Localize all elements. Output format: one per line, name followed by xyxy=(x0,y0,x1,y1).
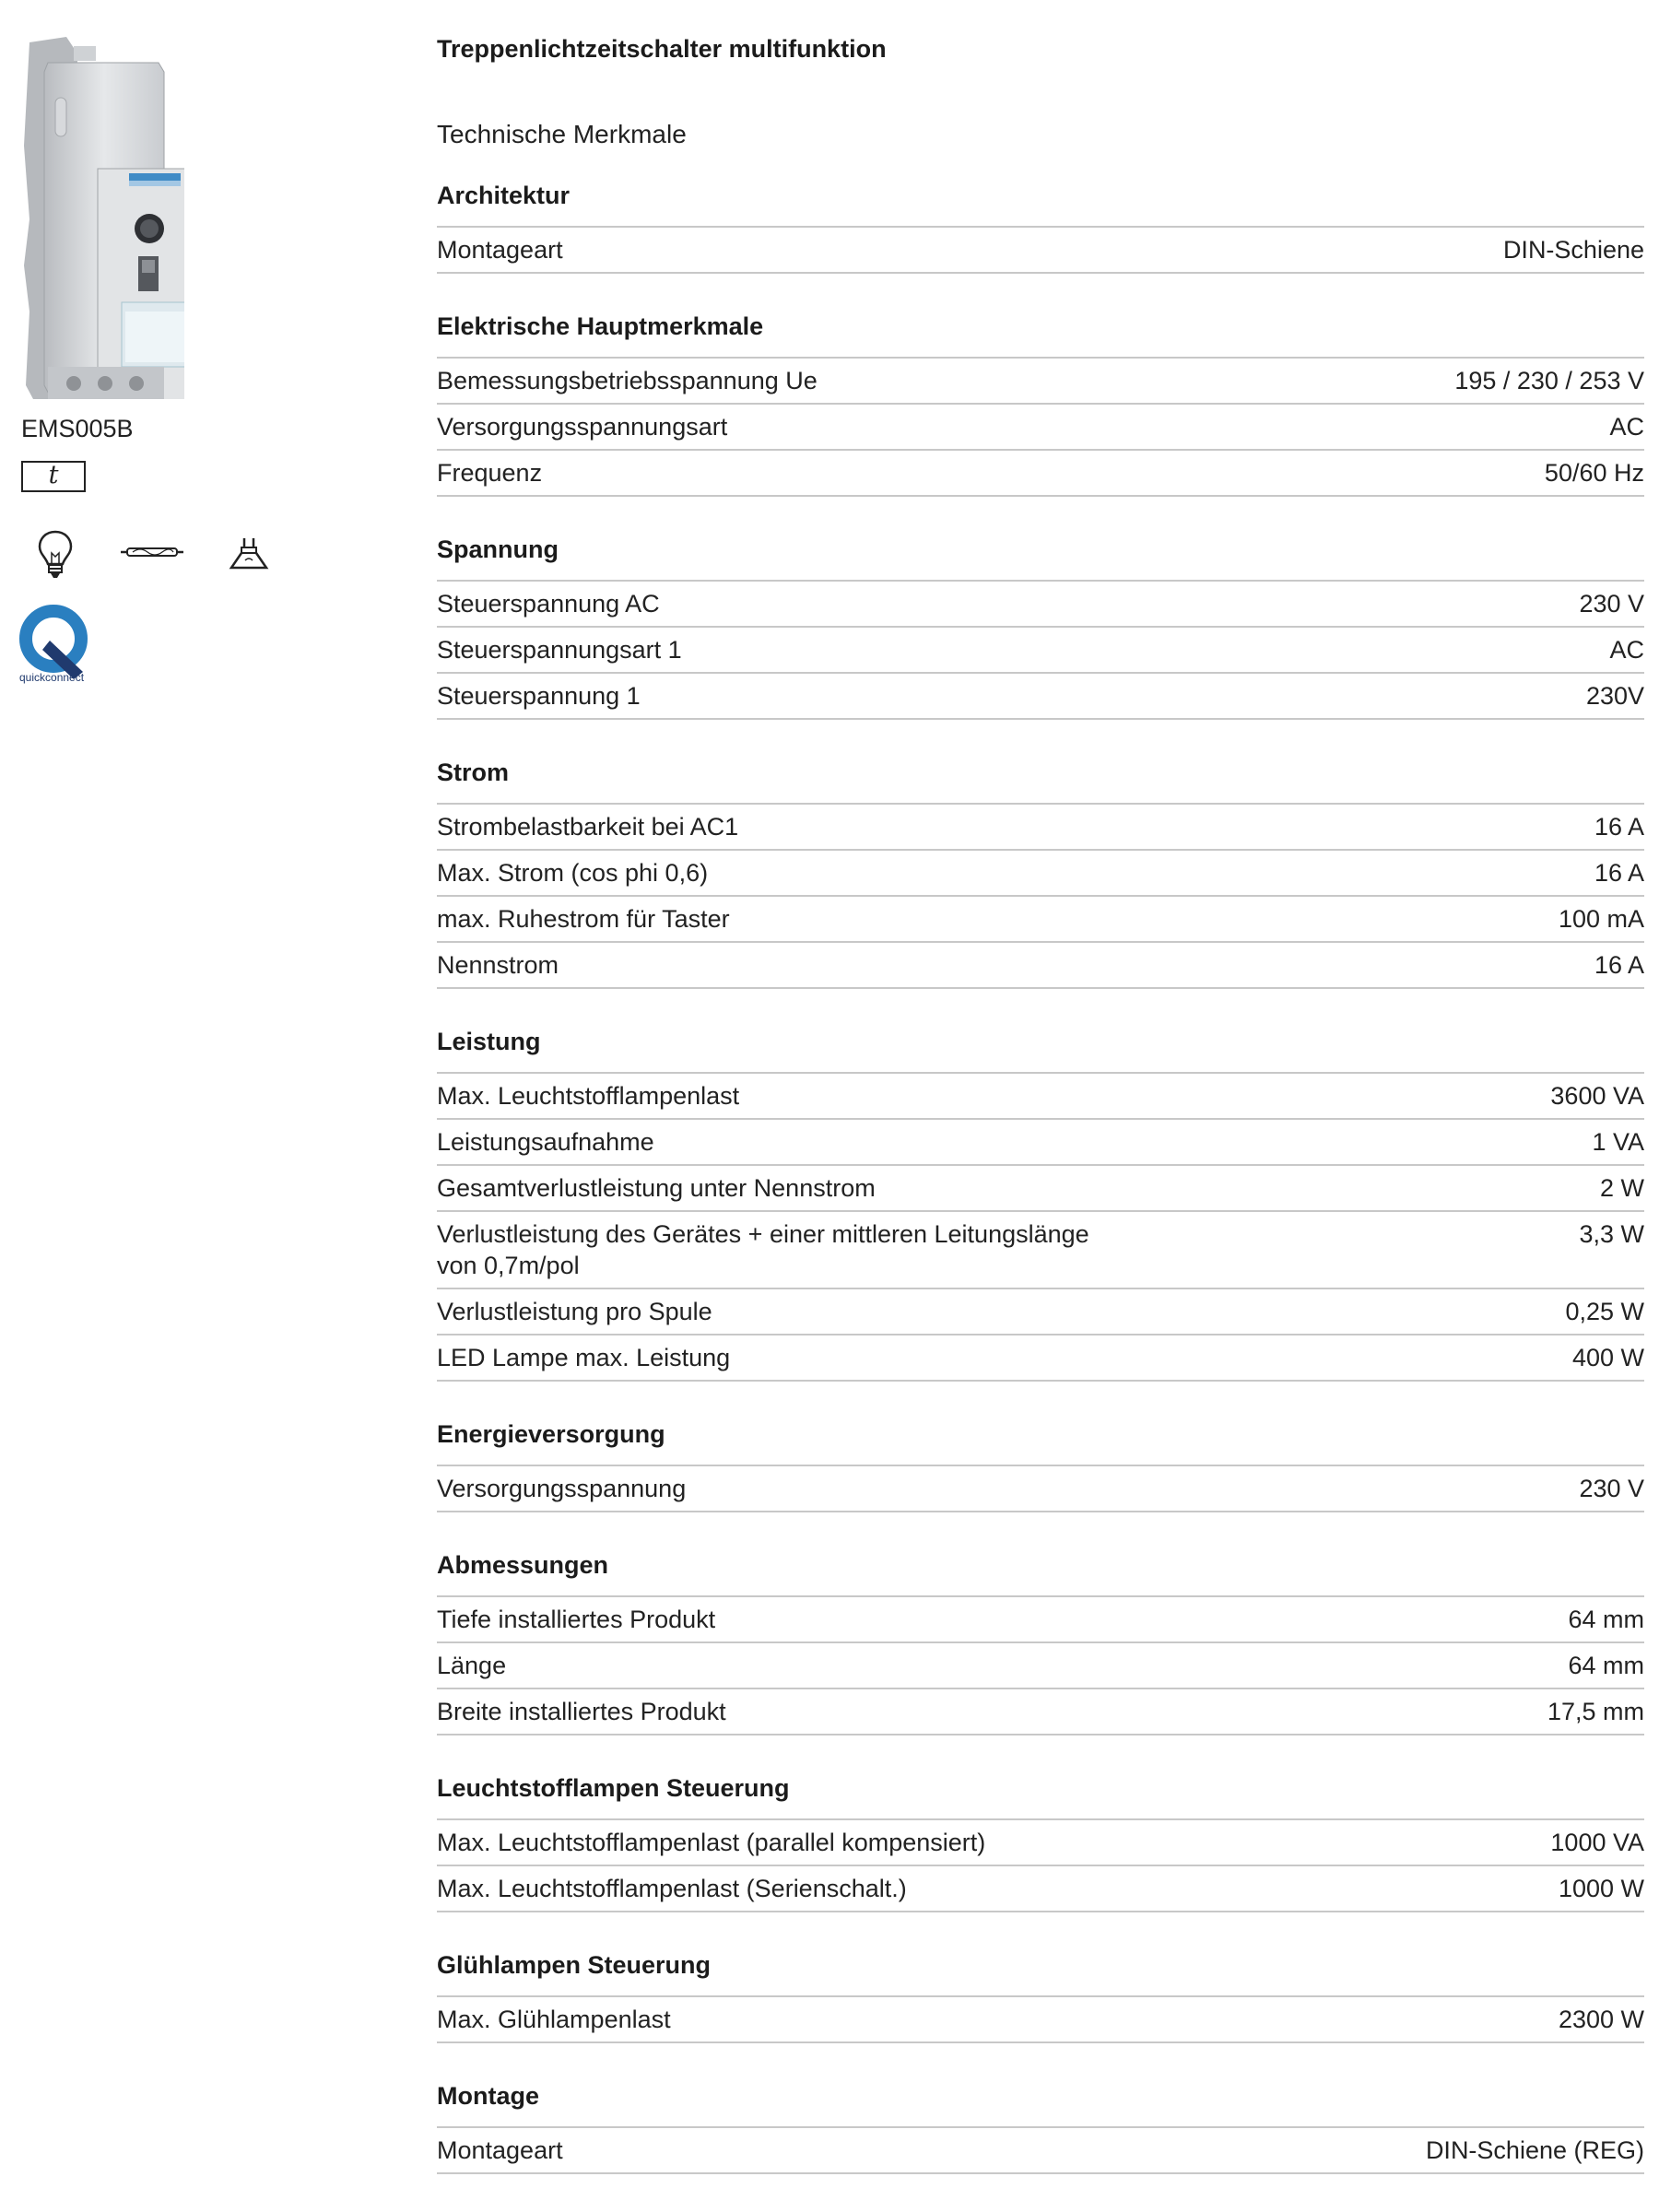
spec-value: AC xyxy=(1609,413,1644,441)
section-title: Montage xyxy=(437,2080,1644,2128)
spec-row xyxy=(437,1074,1644,1120)
spec-label: Strombelastbarkeit bei AC1 xyxy=(437,813,739,841)
spec-value: 400 W xyxy=(1571,1344,1644,1371)
spec-value: 2 W xyxy=(1599,1174,1644,1202)
spec-section xyxy=(437,534,1644,720)
spec-row xyxy=(437,1689,1644,1735)
spec-value: 230 V xyxy=(1579,1475,1644,1502)
spec-row xyxy=(437,1166,1644,1212)
section-title: Strom xyxy=(437,757,1644,805)
spec-row xyxy=(437,2128,1644,2174)
product-sidebar xyxy=(0,0,406,830)
spec-label: Länge xyxy=(437,1652,507,1679)
spec-label: Leistungsaufnahme xyxy=(437,1128,654,1156)
spec-label: max. Ruhestrom für Taster xyxy=(437,905,730,933)
spec-label: Versorgungsspannung xyxy=(437,1475,687,1502)
spec-row xyxy=(437,1597,1644,1643)
section-title: Architektur xyxy=(437,180,1644,228)
spec-label: Steuerspannung 1 xyxy=(437,682,641,710)
spec-row xyxy=(437,1466,1644,1512)
spec-label: Versorgungsspannungsart xyxy=(437,413,728,441)
spec-value: 1000 VA xyxy=(1550,1829,1644,1856)
spec-value: 230V xyxy=(1585,682,1644,710)
section-title: Abmessungen xyxy=(437,1549,1644,1597)
spec-label: Breite installiertes Produkt xyxy=(437,1698,726,1725)
spec-label: Max. Strom (cos phi 0,6) xyxy=(437,859,709,887)
spec-row xyxy=(437,1997,1644,2043)
spec-label: Max. Leuchtstofflampenlast (parallel kompensiert) xyxy=(437,1829,986,1856)
quickconnect-label: quickconnect xyxy=(19,671,85,684)
spec-value: 16 A xyxy=(1594,951,1644,979)
fluorescent-tube-icon xyxy=(120,542,184,562)
section-title: Spannung xyxy=(437,534,1644,582)
spec-label: Tiefe installiertes Produkt xyxy=(437,1606,716,1633)
spec-row xyxy=(437,1643,1644,1689)
spec-row xyxy=(437,628,1644,674)
document-title: Treppenlichtzeitschalter multifunktion xyxy=(437,35,887,63)
spec-value: 100 mA xyxy=(1558,905,1644,933)
spec-row xyxy=(437,1820,1644,1866)
section-title: Glühlampen Steuerung xyxy=(437,1949,1644,1997)
spec-value: DIN-Schiene xyxy=(1502,236,1644,264)
light-bulb-icon xyxy=(37,529,74,581)
spec-value: 16 A xyxy=(1594,859,1644,887)
section-title: Energieversorgung xyxy=(437,1418,1644,1466)
spec-row xyxy=(437,451,1644,497)
spec-row xyxy=(437,582,1644,628)
spec-label: LED Lampe max. Leistung xyxy=(437,1344,731,1371)
spec-value: 2300 W xyxy=(1558,2006,1644,2033)
spec-value: 17,5 mm xyxy=(1547,1698,1644,1725)
spec-section xyxy=(437,2080,1644,2174)
spec-value: 1 VA xyxy=(1592,1128,1644,1156)
section-title: Leuchtstofflampen Steuerung xyxy=(437,1772,1644,1820)
spec-section xyxy=(437,311,1644,497)
spec-row xyxy=(437,1289,1644,1335)
spec-row xyxy=(437,228,1644,274)
product-sku: EMS005B xyxy=(21,415,134,442)
spec-sections xyxy=(437,180,1644,2211)
spec-label: Nennstrom xyxy=(437,951,559,979)
spec-section xyxy=(437,1949,1644,2043)
spec-section xyxy=(437,757,1644,989)
spec-row xyxy=(437,943,1644,989)
spec-label: Max. Leuchtstofflampenlast xyxy=(437,1082,740,1110)
spec-value: 16 A xyxy=(1594,813,1644,841)
spec-section xyxy=(437,180,1644,274)
spec-value: 0,25 W xyxy=(1565,1298,1644,1325)
spec-row xyxy=(437,1120,1644,1166)
spec-label: Verlustleistung des Gerätes + einer mittleren Leitungslänge von 0,7m/pol xyxy=(437,1220,1089,1279)
spec-value: DIN-Schiene (REG) xyxy=(1425,2136,1644,2164)
document-subtitle: Technische Merkmale xyxy=(437,120,687,148)
spec-section xyxy=(437,1418,1644,1512)
spec-label: Steuerspannungsart 1 xyxy=(437,636,682,664)
spec-value: AC xyxy=(1609,636,1644,664)
spec-label: Frequenz xyxy=(437,459,543,487)
halogen-lamp-icon xyxy=(229,536,269,571)
spec-label: Bemessungsbetriebsspannung Ue xyxy=(437,367,818,394)
spec-value: 3,3 W xyxy=(1579,1220,1644,1248)
spec-row xyxy=(437,805,1644,851)
spec-row xyxy=(437,851,1644,897)
spec-row xyxy=(437,1212,1644,1289)
spec-row xyxy=(437,405,1644,451)
spec-row xyxy=(437,1335,1644,1382)
spec-label: Verlustleistung pro Spule xyxy=(437,1298,712,1325)
section-title: Elektrische Hauptmerkmale xyxy=(437,311,1644,359)
spec-row xyxy=(437,897,1644,943)
spec-label: Max. Leuchtstofflampenlast (Serienschalt.) xyxy=(437,1875,907,1902)
spec-label: Montageart xyxy=(437,2136,563,2164)
spec-row xyxy=(437,359,1644,405)
spec-value: 1000 W xyxy=(1558,1875,1644,1902)
spec-value: 3600 VA xyxy=(1550,1082,1644,1110)
spec-value: 230 V xyxy=(1579,590,1644,618)
spec-label: Montageart xyxy=(437,236,563,264)
spec-section xyxy=(437,1026,1644,1382)
spec-value: 50/60 Hz xyxy=(1544,459,1644,487)
spec-label: Steuerspannung AC xyxy=(437,590,660,618)
spec-row xyxy=(437,1866,1644,1912)
spec-section xyxy=(437,1772,1644,1912)
spec-value: 64 mm xyxy=(1568,1652,1644,1679)
spec-row xyxy=(437,674,1644,720)
section-title: Leistung xyxy=(437,1026,1644,1074)
spec-value: 195 / 230 / 253 V xyxy=(1454,367,1644,394)
spec-value: 64 mm xyxy=(1568,1606,1644,1633)
spec-label: Gesamtverlustleistung unter Nennstrom xyxy=(437,1174,876,1202)
product-image xyxy=(20,35,184,399)
timer-mode-symbol: t xyxy=(21,461,86,492)
spec-section xyxy=(437,1549,1644,1735)
spec-label: Max. Glühlampenlast xyxy=(437,2006,671,2033)
